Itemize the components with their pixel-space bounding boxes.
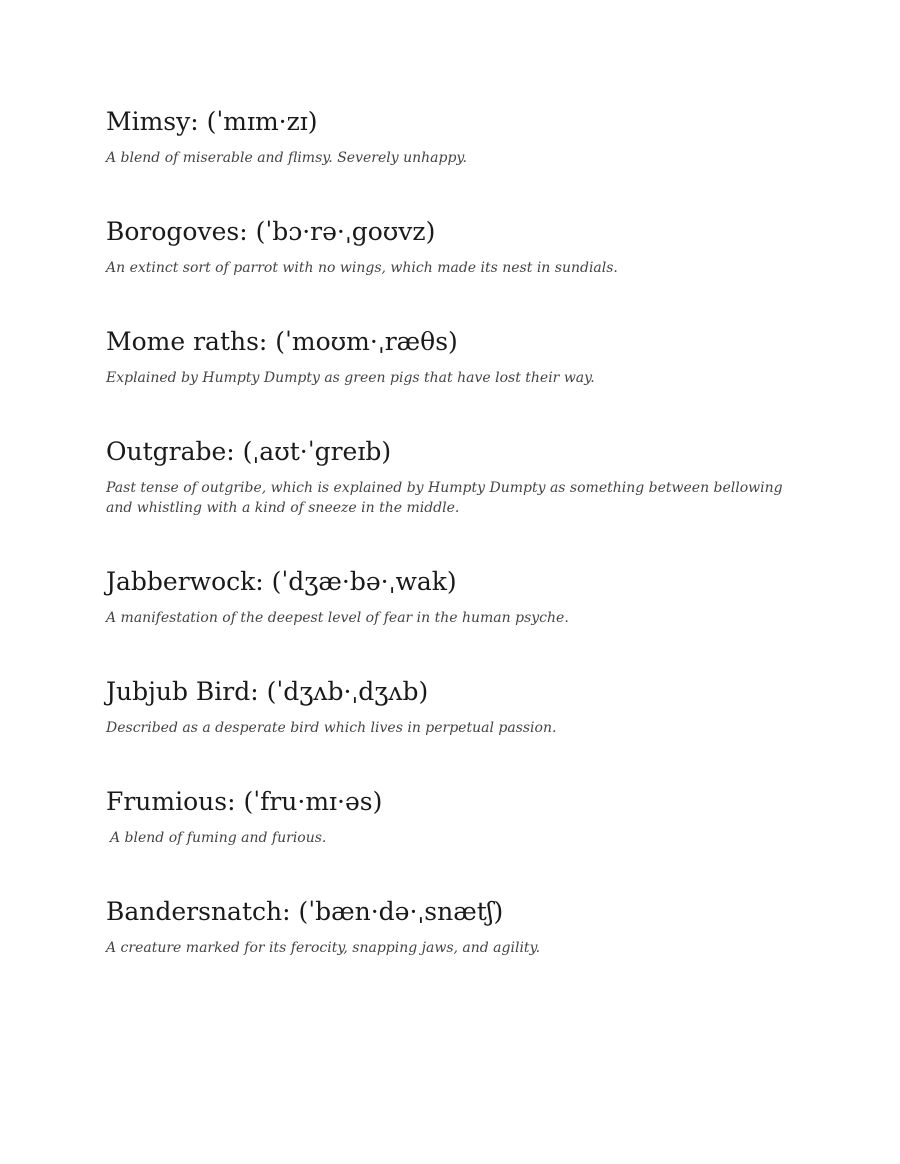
entry-definition: A creature marked for its ferocity, snapping jaws, and agility. bbox=[106, 940, 541, 956]
entry-term: Mimsy: (ˈmɪm·zɪ) bbox=[106, 107, 318, 136]
entry-definition: Past tense of outgribe, which is explained by Humpty Dumpty as something between bellowing and whistling with a kind of sneeze in the middle. bbox=[106, 480, 783, 516]
entry-definition: A blend of fuming and furious. bbox=[110, 830, 327, 846]
entry-definition: A blend of miserable and flimsy. Severely unhappy. bbox=[106, 150, 467, 166]
glossary-entry-borogoves bbox=[106, 216, 786, 278]
entry-definition: An extinct sort of parrot with no wings, which made its nest in sundials. bbox=[106, 260, 618, 276]
entry-term: Borogoves: (ˈbɔ·rə·ˌgoʊvz) bbox=[106, 217, 436, 246]
entry-definition: Described as a desperate bird which lives in perpetual passion. bbox=[106, 720, 557, 736]
glossary-entry-bandersnatch bbox=[106, 896, 786, 958]
glossary-entry-jubjub-bird bbox=[106, 676, 786, 738]
glossary-entry-mome-raths bbox=[106, 326, 786, 388]
entry-definition: A manifestation of the deepest level of fear in the human psyche. bbox=[106, 610, 569, 626]
glossary-entry-jabberwock bbox=[106, 566, 786, 628]
entry-term: Frumious: (ˈfru·mɪ·əs) bbox=[106, 787, 383, 816]
entry-term: Mome raths: (ˈmoʊm·ˌræθs) bbox=[106, 327, 458, 356]
entry-term: Jubjub Bird: (ˈdʒʌb·ˌdʒʌb) bbox=[106, 677, 429, 706]
glossary-entry-outgrabe bbox=[106, 436, 786, 518]
entry-definition: Explained by Humpty Dumpty as green pigs that have lost their way. bbox=[106, 370, 595, 386]
entry-term: Jabberwock: (ˈdʒæ·bə·ˌwak) bbox=[106, 567, 457, 596]
entry-term: Bandersnatch: (ˈbæn·də·ˌsnætʃ) bbox=[106, 897, 504, 926]
glossary-entry-frumious bbox=[106, 786, 786, 848]
entry-term: Outgrabe: (ˌaʊt·ˈgreɪb) bbox=[106, 437, 392, 466]
glossary-entry-mimsy bbox=[106, 106, 786, 168]
